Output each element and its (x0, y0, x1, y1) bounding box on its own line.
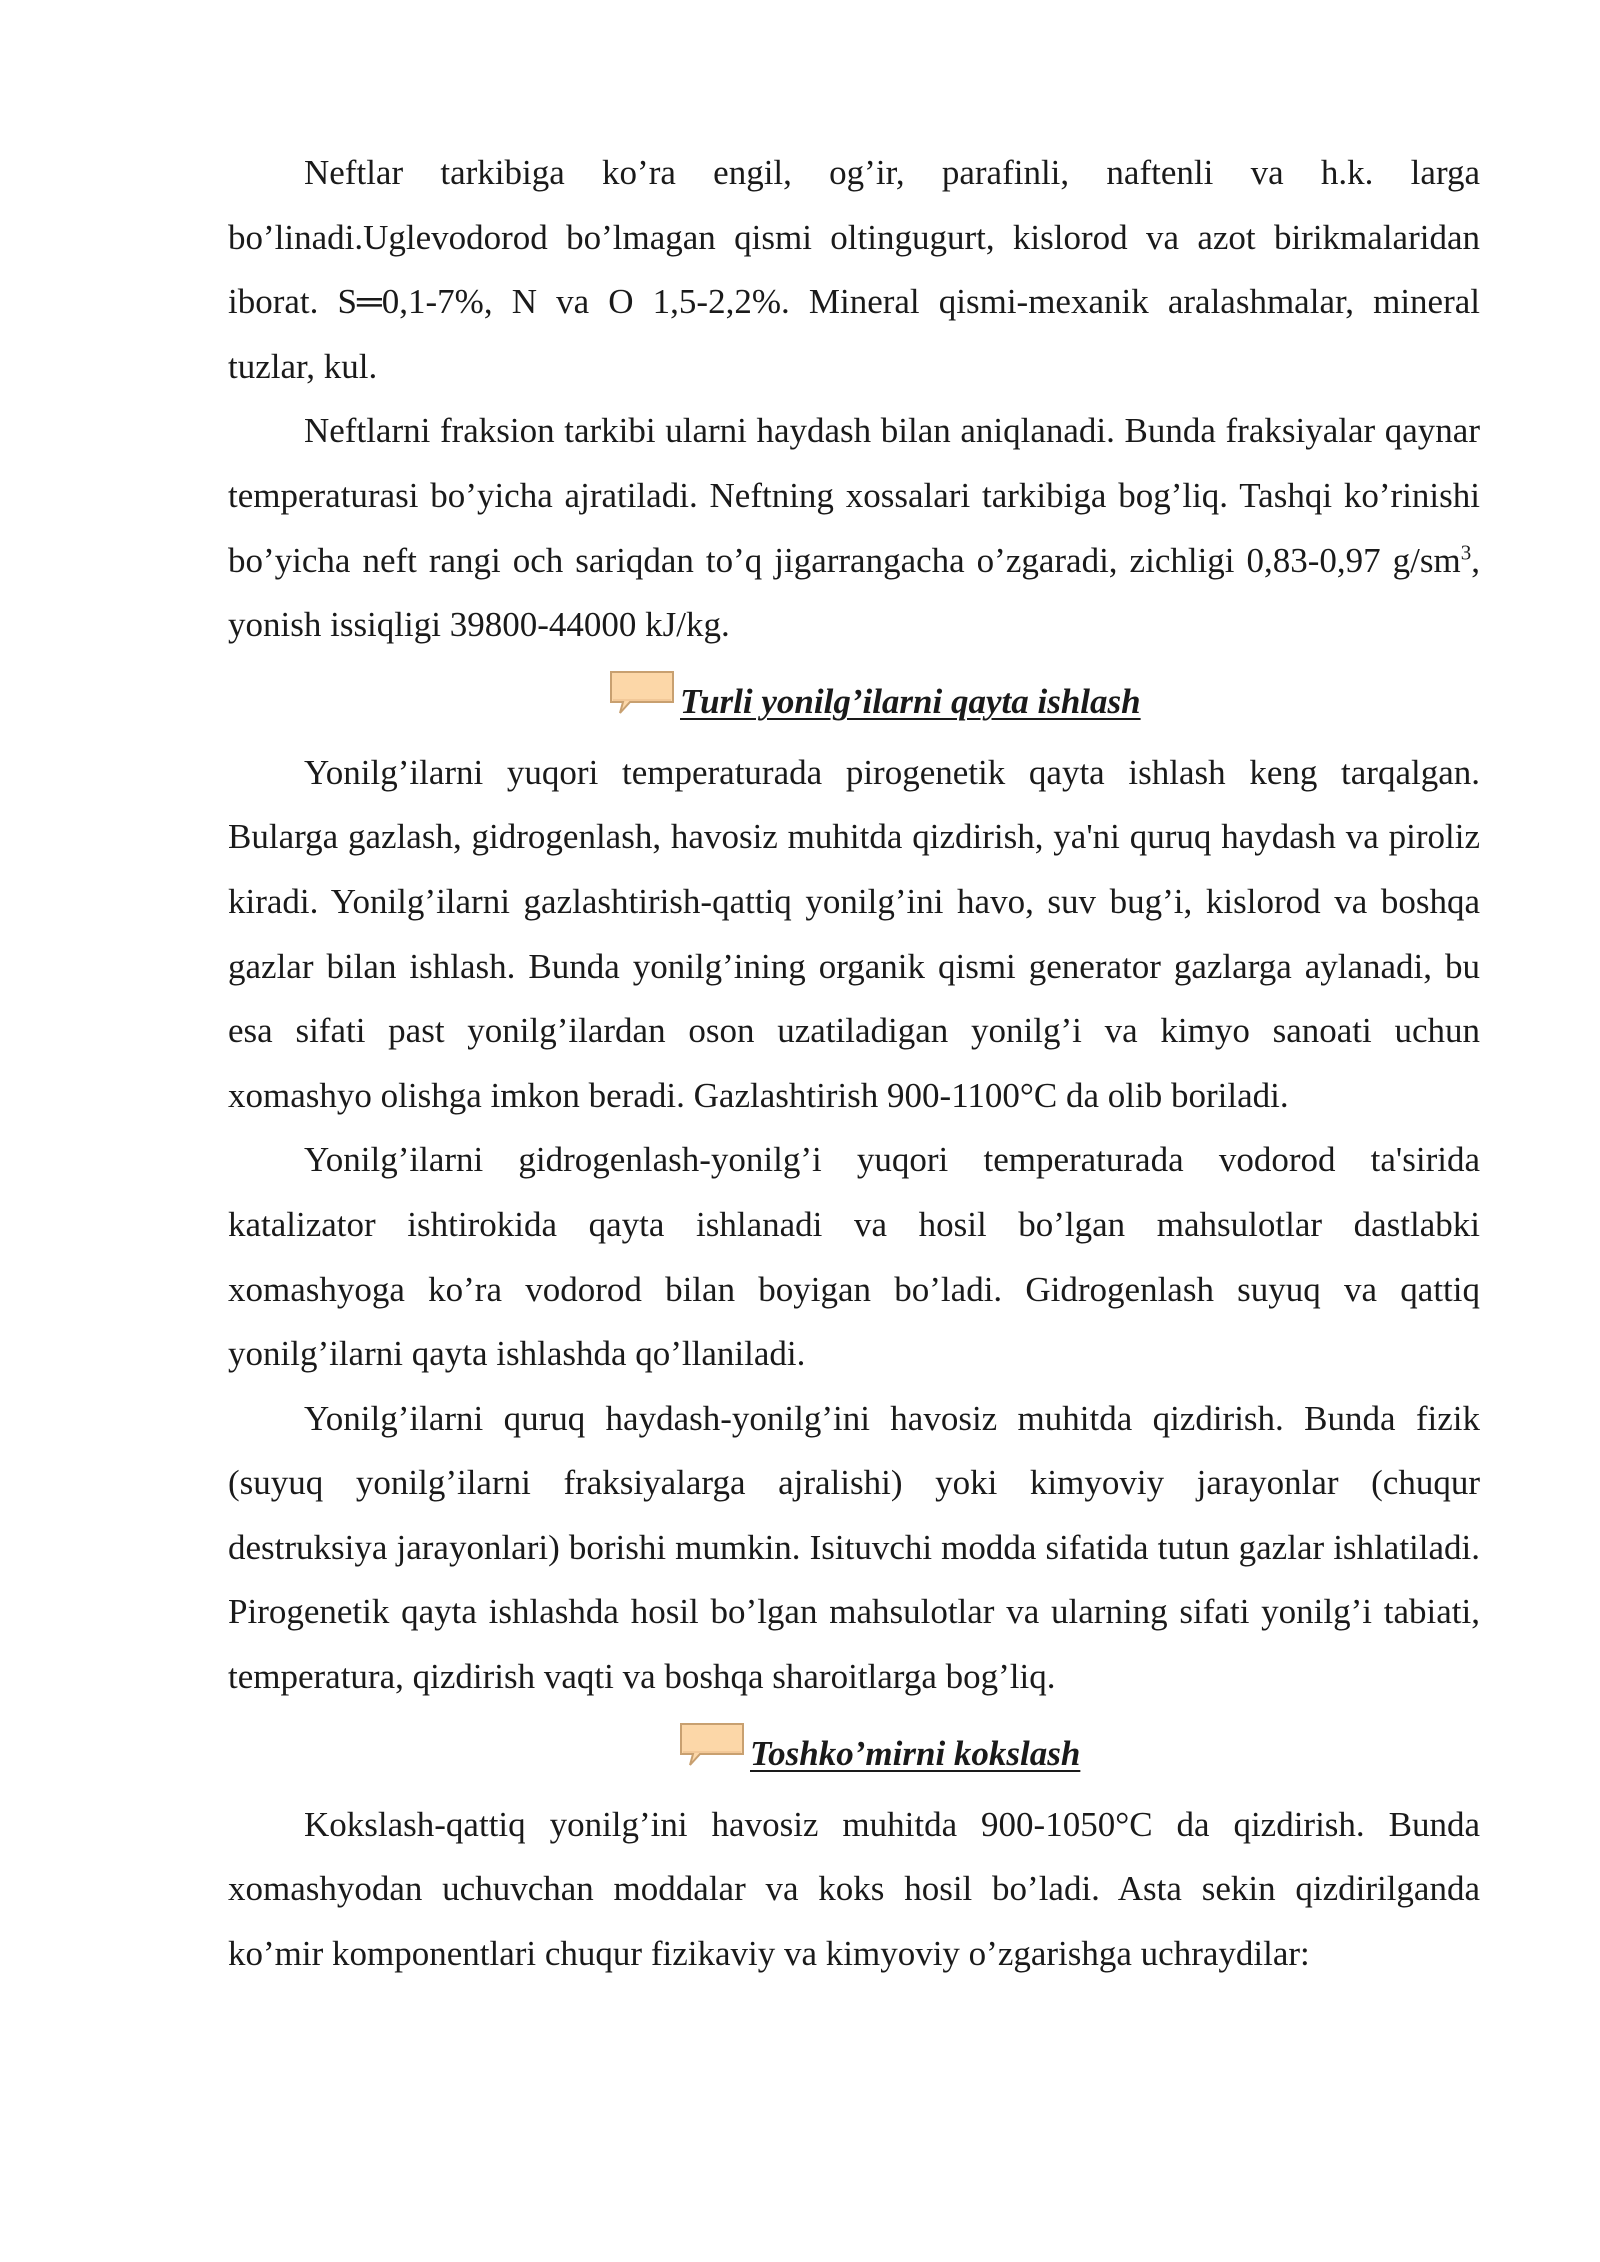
paragraph-text: Neftlarni fraksion tarkibi ularni haydash bilan aniqlanadi. Bunda fraksiyalar qaynar temperaturasi bo’yicha ajratiladi. Neftning xossalari tarkibiga bog’liq. Tashqi ko’rinishi bo’yicha neft rangi och sariqdan to’q jigarrangacha o’zgaradi, zichligi 0,83-0,97 g/sm (228, 411, 1480, 580)
paragraph-text: Neftlar tarkibiga ko’ra engil, og’ir, parafinli, naftenli va h.k. larga bo’linadi.Uglevodorod bo’lmagan qismi oltingugurt, kislorod va azot birikmalaridan iborat. S═0,1-7%, N va O 1,5-2,2%. Mineral qismi-mexanik aralashmalar, mineral tuzlar, kul. (228, 153, 1480, 386)
comment-icon[interactable] (678, 1721, 746, 1767)
paragraph-text: Yonilg’ilarni gidrogenlash-yonilg’i yuqori temperaturada vodorod ta'sirida katalizator ishtirokida qayta ishlanadi va hosil bo’lgan mahsulotlar dastlabki xomashyoga ko’ra vodorod bilan boyigan bo’ladi. Gidrogenlash suyuq va qattiq yonilg’ilarni qayta ishlashda qo’llaniladi. (228, 1140, 1480, 1374)
paragraph-gidrogenlash (228, 1128, 1480, 1386)
heading-title: Toshko’mirni kokslash (750, 1733, 1081, 1773)
paragraph-text: , yonish issiqligi 39800-44000 kJ/kg. (228, 540, 1480, 645)
paragraph-pirogenetik (228, 741, 1480, 1129)
section-heading (228, 1715, 1480, 1793)
comment-icon[interactable] (608, 669, 676, 715)
paragraph-kokslash (228, 1793, 1480, 1987)
superscript: 3 (1460, 539, 1472, 564)
paragraph-quruq-haydash (228, 1387, 1480, 1710)
paragraph-text: Kokslash-qattiq yonilg’ini havosiz muhitda 900-1050°C da qizdirish. Bunda xomashyodan uchuvchan moddalar va koks hosil bo’ladi. Asta sekin qizdirilganda ko’mir komponentlari chuqur fizikaviy va kimyoviy o’zgarishga uchraydilar: (228, 1804, 1480, 1973)
paragraph-text: Yonilg’ilarni quruq haydash-yonilg’ini havosiz muhitda qizdirish. Bunda fizik (suyuq yonilg’ilarni fraksiyalarga ajralishi) yoki kimyoviy jarayonlar (chuqur destruksiya jarayonlari) borishi mumkin. Isituvchi modda sifatida tutun gazlar ishlatiladi. Pirogenetik qayta ishlashda hosil bo’lgan mahsulotlar va ularning sifati yonilg’i tabiati, temperatura, qizdirish vaqti va boshqa sharoitlarga bog’liq. (228, 1398, 1480, 1697)
section-heading (228, 663, 1480, 741)
paragraph-text: Yonilg’ilarni yuqori temperaturada pirogenetik qayta ishlash keng tarqalgan. Bularga gazlash, gidrogenlash, havosiz muhitda qizdirish, ya'ni quruq haydash va piroliz kiradi. Yonilg’ilarni gazlashtirish-qattiq yonilg’ini havo, suv bug’i, kislorod va boshqa gazlar bilan ishlash. Bunda yonilg’ining organik qismi generator gazlarga aylanadi, bu esa sifati past yonilg’ilardan oson uzatiladigan yonilg’i va kimyo sanoati uchun xomashyo olishga imkon beradi. Gazlashtirish 900-1100°C da olib boriladi. (228, 752, 1480, 1115)
heading-title: Turli yonilg’ilarni qayta ishlash (680, 681, 1141, 721)
document-body (228, 141, 1480, 1986)
paragraph-neft-composition (228, 141, 1480, 399)
paragraph-neft-fraction (228, 399, 1480, 657)
